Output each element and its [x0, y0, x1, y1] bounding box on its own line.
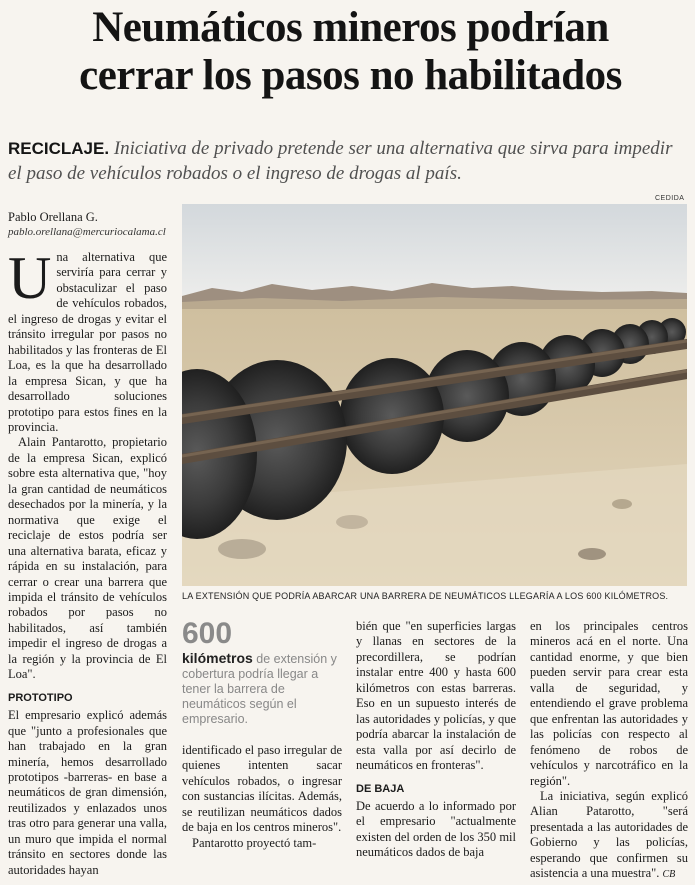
headline-line-1: Neumáticos mineros podrían	[92, 4, 609, 51]
callout-body: de extensión y cobertura podría llegar a tener la barrera de neumáticos según el empresario.	[182, 652, 337, 726]
paragraph: bién que "en superficies largas y llanas en sectores de la precordillera, se podrían instalar entre 400 y hasta 600 kilómetros con estas barreras. Eso en un supuesto interés de las autoridades y policías, y que podría abarcar la instalación de esta valla por así decirlo de neumáticos en fronteras".	[356, 619, 516, 773]
subhead-de-baja: DE BAJA	[356, 782, 405, 795]
callout	[182, 617, 347, 727]
photo-credit: CEDIDA	[655, 195, 685, 202]
subhead-prototipo: PROTOTIPO	[8, 691, 73, 704]
paragraph: El empresario explicó además que "junto a profesionales que han trabajado en la gran minería, hemos desarrollado prototipos -barreras- en base a neumáticos de gran dimensión, reutilizados y enlazados unos tras otro para generar una valla, un muro que impida el normal tránsito en sectores donde las autoridades hayan	[8, 708, 167, 877]
paragraph: en los principales centros mineros acá en el norte. Una cantidad enorme, y que bien pueden servir para crear esta valla de seguridad, y entendiendo el grave problema que enfrentan las autoridades y las policías con respecto al fenómeno de robos de vehículos y narcotráfico en la región".	[530, 619, 688, 788]
byline-email: pablo.orellana@mercuriocalama.cl	[8, 226, 166, 238]
tire-barrier-photo	[182, 204, 687, 586]
paragraph: Alain Pantarotto, propietario de la empresa Sican, explicó sobre esta alternativa que, "hoy la gran cantidad de neumáticos desechados por la minería, y la normativa que exige el reciclaje de estos podría ser una alternativa barata, eficaz y rápida en su instalación, para cerrar o crear una barrera que impida el tránsito de vehículos robados por pasos no habilitados, así también impedir el ingreso de drogas a la región y la provincia de El Loa".	[8, 435, 167, 682]
article-column-2	[182, 743, 342, 851]
photo-caption: LA EXTENSIÓN QUE PODRÍA ABARCAR UNA BARRERA DE NEUMÁTICOS LLEGARÍA A LOS 600 KILÓMETROS.	[182, 591, 669, 601]
headline-line-2: cerrar los pasos no habilitados	[79, 52, 622, 99]
paragraph: Pantarotto proyectó tam-	[192, 835, 317, 850]
byline	[8, 210, 166, 240]
paragraph	[8, 245, 167, 435]
callout-unit: kilómetros	[182, 650, 253, 666]
deck-text: Iniciativa de privado pretende ser una alternativa que sirva para impedir el paso de vehículos robados o el ingreso de drogas al país.	[8, 138, 673, 184]
paragraph-text: La iniciativa, según explicó Alian Patarotto, "será presentada a las autoridades de Gobierno y las policías, esperando que confirmen su asistencia a una muestra".	[530, 788, 688, 881]
callout-number: 600	[182, 617, 233, 650]
article-column-1	[8, 245, 167, 878]
end-mark: CB	[662, 869, 676, 881]
article-column-3	[356, 619, 516, 861]
byline-author: Pablo Orellana G.	[8, 210, 98, 224]
headline	[8, 4, 693, 100]
paragraph	[530, 789, 688, 883]
paragraph: De acuerdo a lo informado por el empresario "actualmente existen del orden de los 350 mil neumáticos dados de baja	[356, 798, 516, 860]
paragraph-text: na alternativa que serviría para cerrar y obstaculizar el paso de vehículos robados, el ingreso de drogas y evitar el tránsito irregular por pasos no habilitados y las fronteras de El Loa, es la que ha desarrollado la empresa Sican, y que ha desarrollado soluciones prototipo para estos fines en la provincia.	[8, 250, 167, 434]
photo	[182, 204, 687, 586]
paragraph: identificado el paso irregular de quienes intenten sacar vehículos robados, o ingresar con sustancias ilícitas. Además, se reutilizan neumáticos dados de baja en los centros mineros".	[182, 743, 342, 835]
dropcap: U	[8, 245, 52, 311]
deck-kicker: RECICLAJE.	[8, 139, 110, 158]
callout-text	[182, 651, 347, 727]
deck	[8, 136, 688, 186]
article-column-4	[530, 619, 688, 883]
